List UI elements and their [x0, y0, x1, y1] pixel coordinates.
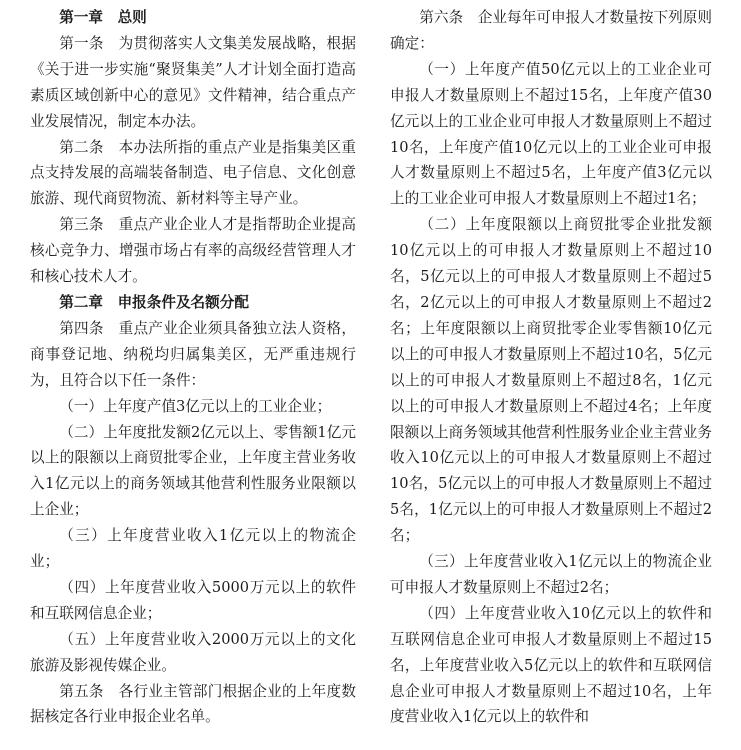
article-label: 第四条	[59, 319, 104, 337]
chapter-1-heading	[30, 5, 356, 31]
chapter-number: 第二章	[59, 293, 103, 311]
article-2	[30, 135, 356, 213]
chapter-2-heading	[30, 290, 356, 316]
article-4-item-5: （五）上年度营业收入2000万元以上的文化旅游及影视传媒企业。	[30, 630, 356, 674]
article-4-item-3: （三）上年度营业收入1亿元以上的物流企业；	[30, 527, 356, 571]
article-4-item-2: （二）上年度批发额2亿元以上、零售额1亿元以上的限额以上商贸批零企业，上年度主营业务收入1亿元以上的商务领域其他营利性服务业限额以上企业；	[30, 423, 356, 519]
article-4	[30, 316, 356, 394]
article-6-item-3: （三）上年度营业收入1亿元以上的物流企业可申报人才数量原则上不超过2名；	[390, 553, 712, 596]
article-4-item-1: （一）上年度产值3亿元以上的工业企业；	[59, 397, 332, 415]
article-label: 第一条	[59, 34, 104, 52]
article-label: 第五条	[59, 682, 104, 700]
article-label: 第二条	[59, 138, 104, 156]
article-text: 各行业主管部门根据企业的上年度数据核定各行业申报企业名单。	[30, 682, 356, 726]
article-text: 重点产业企业须具备独立法人资格，商事登记地、纳税均归属集美区，无严重违规行为，且符合以下任一条件：	[30, 319, 356, 389]
article-label: 第六条	[419, 9, 464, 26]
article-6-item-4: （四）上年度营业收入10亿元以上的软件和互联网信息企业可申报人才数量原则上不超过15名，上年度营业收入5亿元以上的软件和互联网信息企业可申报人才数量原则上不超过10名，上年度营业收入1亿元以上的软件和	[390, 604, 712, 726]
article-6-item-1: （一）上年度产值50亿元以上的工业企业可申报人才数量原则上不超过15名，上年度产值30亿元以上的工业企业可申报人才数量原则上不超过10名，上年度产值10亿元以上的工业企业可申报人才数量原则上不超过5名，上年度产值3亿元以上的工业企业可申报人才数量原则上不超过1名；	[390, 60, 712, 208]
article-1	[30, 31, 356, 135]
article-text: 企业每年可申报人才数量按下列原则确定：	[390, 9, 712, 52]
right-column	[390, 5, 712, 730]
article-text: 重点产业企业人才是指帮助企业提高核心竞争力、增强市场占有率的高级经营管理人才和核心技术人才。	[30, 216, 356, 286]
chapter-number: 第一章	[59, 9, 103, 26]
article-text: 为贯彻落实人文集美发展战略，根据《关于进一步实施“聚贤集美”人才计划全面打造高素质区域创新中心的意见》文件精神，结合重点产业发展情况，制定本办法。	[30, 34, 356, 130]
article-6	[390, 5, 712, 57]
chapter-title: 总则	[117, 9, 147, 26]
article-6-item-2: （二）上年度限额以上商贸批零企业批发额10亿元以上的可申报人才数量原则上不超过10名，5亿元以上的可申报人才数量原则上不超过5名，2亿元以上的可申报人才数量原则上不超过2名；上年度限额以上商贸批零企业零售额10亿元以上的可申报人才数量原则上不超过10名，5亿元以上的可申报人才数量原则上不超过8名，1亿元以上的可申报人才数量原则上不超过4名；上年度限额以上商务领域其他营利性服务业企业主营业务收入10亿元以上的可申报人才数量原则上不超过10名，5亿元以上的可申报人才数量原则上不超过5名，1亿元以上的可申报人才数量原则上不超过2名；	[390, 216, 712, 545]
article-5	[30, 679, 356, 731]
chapter-title: 申报条件及名额分配	[117, 293, 249, 311]
left-column	[30, 5, 356, 730]
article-text: 本办法所指的重点产业是指集美区重点支持发展的高端装备制造、电子信息、文化创意旅游、现代商贸物流、新材料等主导产业。	[30, 138, 356, 208]
article-3	[30, 212, 356, 290]
article-label: 第三条	[59, 216, 104, 234]
article-4-item-4: （四）上年度营业收入5000万元以上的软件和互联网信息企业；	[30, 578, 356, 622]
